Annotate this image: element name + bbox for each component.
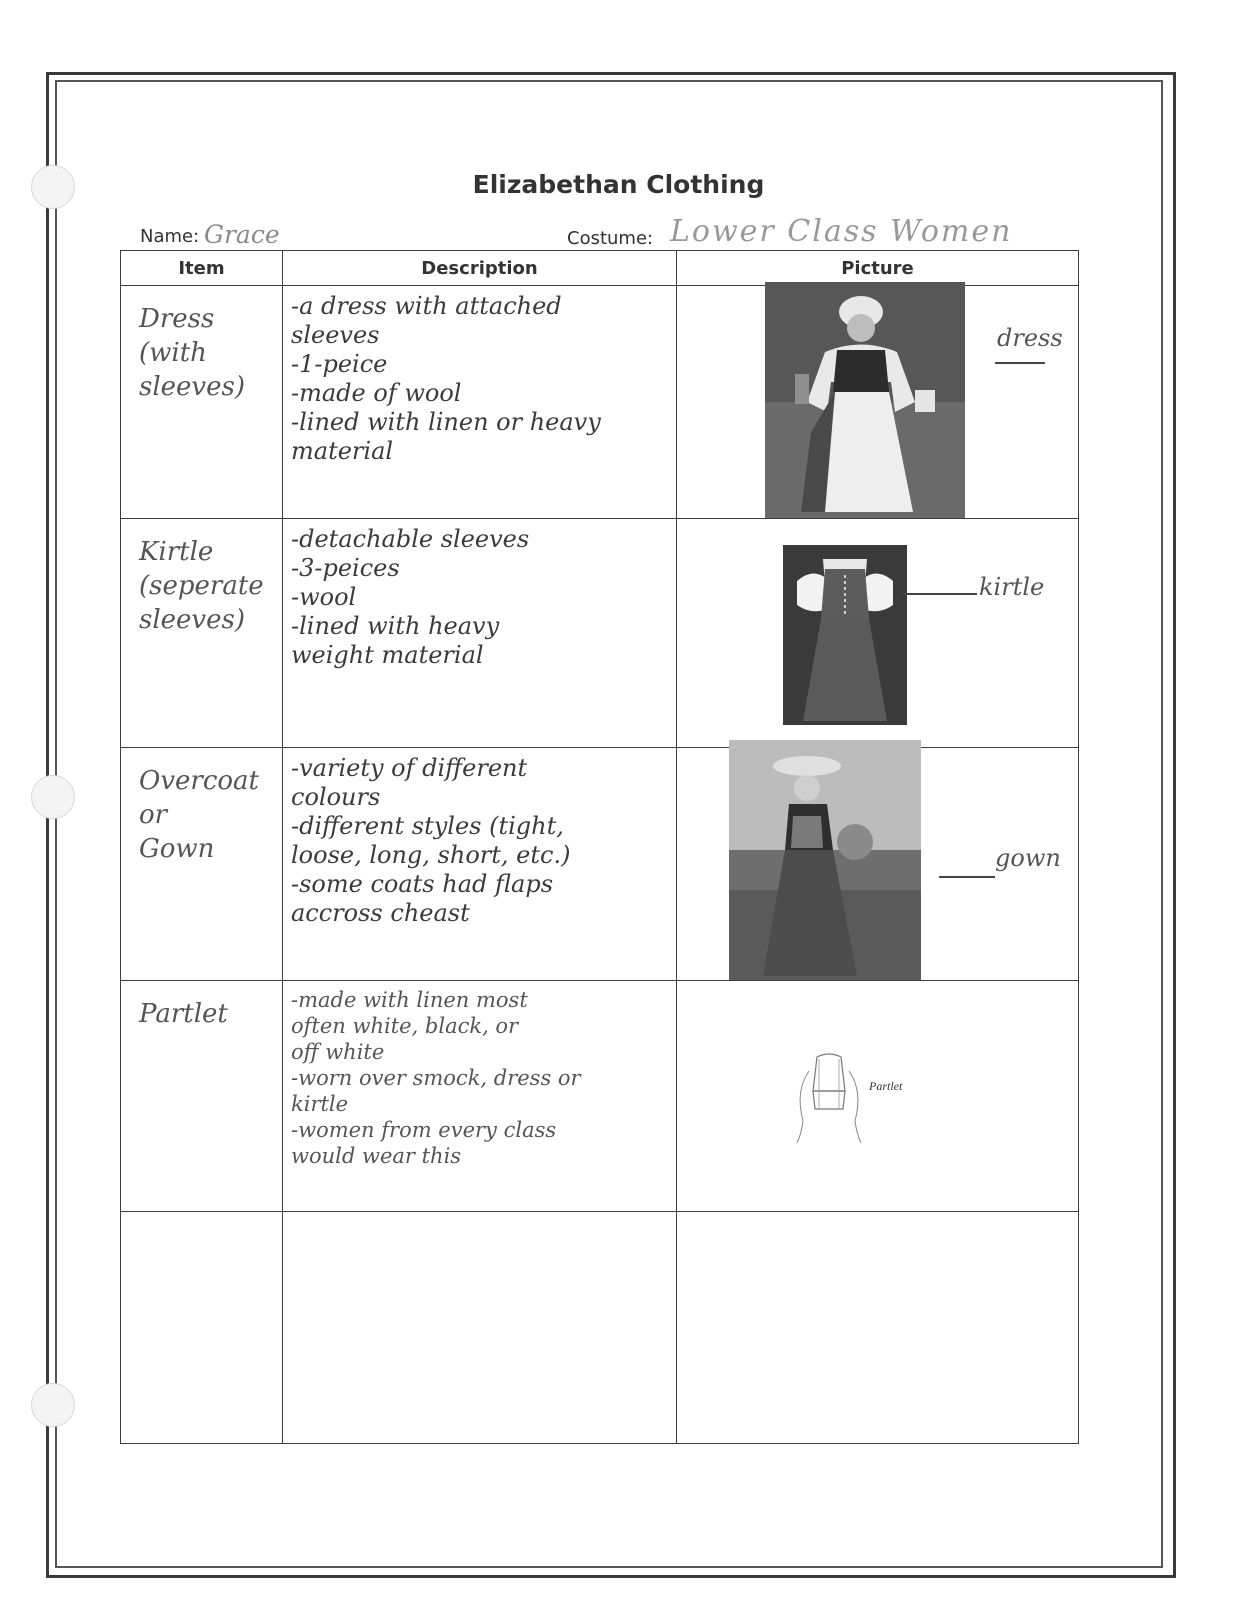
costume-label: Costume: <box>567 228 654 249</box>
kirtle-photo <box>783 545 907 725</box>
picture-cell <box>677 519 1078 747</box>
picture-cell-empty <box>677 1212 1079 1444</box>
gown-photo <box>729 740 921 980</box>
picture-cell <box>677 748 1078 980</box>
table-row <box>121 286 1079 519</box>
description-cell-empty <box>283 1212 677 1444</box>
name-value: Grace <box>204 220 280 249</box>
description-cell: -made with linen most often white, black, or off white -worn over smock, dress or kirtle -women from every class would wear this <box>291 988 581 1168</box>
clothing-table <box>120 250 1079 1444</box>
punch-hole-bottom <box>31 1383 75 1427</box>
partlet-drawing-caption: Partlet <box>869 1079 903 1093</box>
name-label: Name: <box>140 226 200 247</box>
gown-callout-line <box>939 876 995 878</box>
description-cell: -detachable sleeves -3-peices -wool -lined with heavy weight material <box>291 525 530 669</box>
item-cell: Partlet <box>139 999 228 1029</box>
costume-value: Lower Class Women <box>670 214 1013 249</box>
table-header-row <box>121 251 1079 286</box>
kirtle-callout-label: kirtle <box>979 573 1045 601</box>
table-row <box>121 519 1079 748</box>
dress-callout-line <box>995 362 1045 364</box>
column-header-item: Item <box>121 251 283 286</box>
item-cell: Overcoat or Gown <box>139 766 259 864</box>
picture-cell <box>677 286 1078 518</box>
description-cell: -a dress with attached sleeves -1-peice -made of wool -lined with linen or heavy material <box>291 292 601 465</box>
item-cell-empty <box>121 1212 283 1444</box>
kirtle-callout-line <box>903 593 977 595</box>
column-header-description: Description <box>283 251 677 286</box>
punch-hole-middle <box>31 775 75 819</box>
partlet-drawing <box>789 1051 869 1147</box>
gown-callout-label: gown <box>995 844 1061 872</box>
dress-photo <box>765 282 965 518</box>
item-cell: Dress (with sleeves) <box>139 304 245 402</box>
picture-cell <box>677 981 1078 1211</box>
description-cell: -variety of different colours -different styles (tight, loose, long, short, etc.) -some coats had flaps accross cheast <box>291 754 571 927</box>
table-row <box>121 981 1079 1212</box>
table-row <box>121 748 1079 981</box>
item-cell: Kirtle (seperate sleeves) <box>139 537 264 635</box>
worksheet-title: Elizabethan Clothing <box>472 170 765 199</box>
table-row-empty <box>121 1212 1079 1444</box>
dress-callout-label: dress <box>997 324 1063 352</box>
column-header-picture: Picture <box>677 251 1079 286</box>
